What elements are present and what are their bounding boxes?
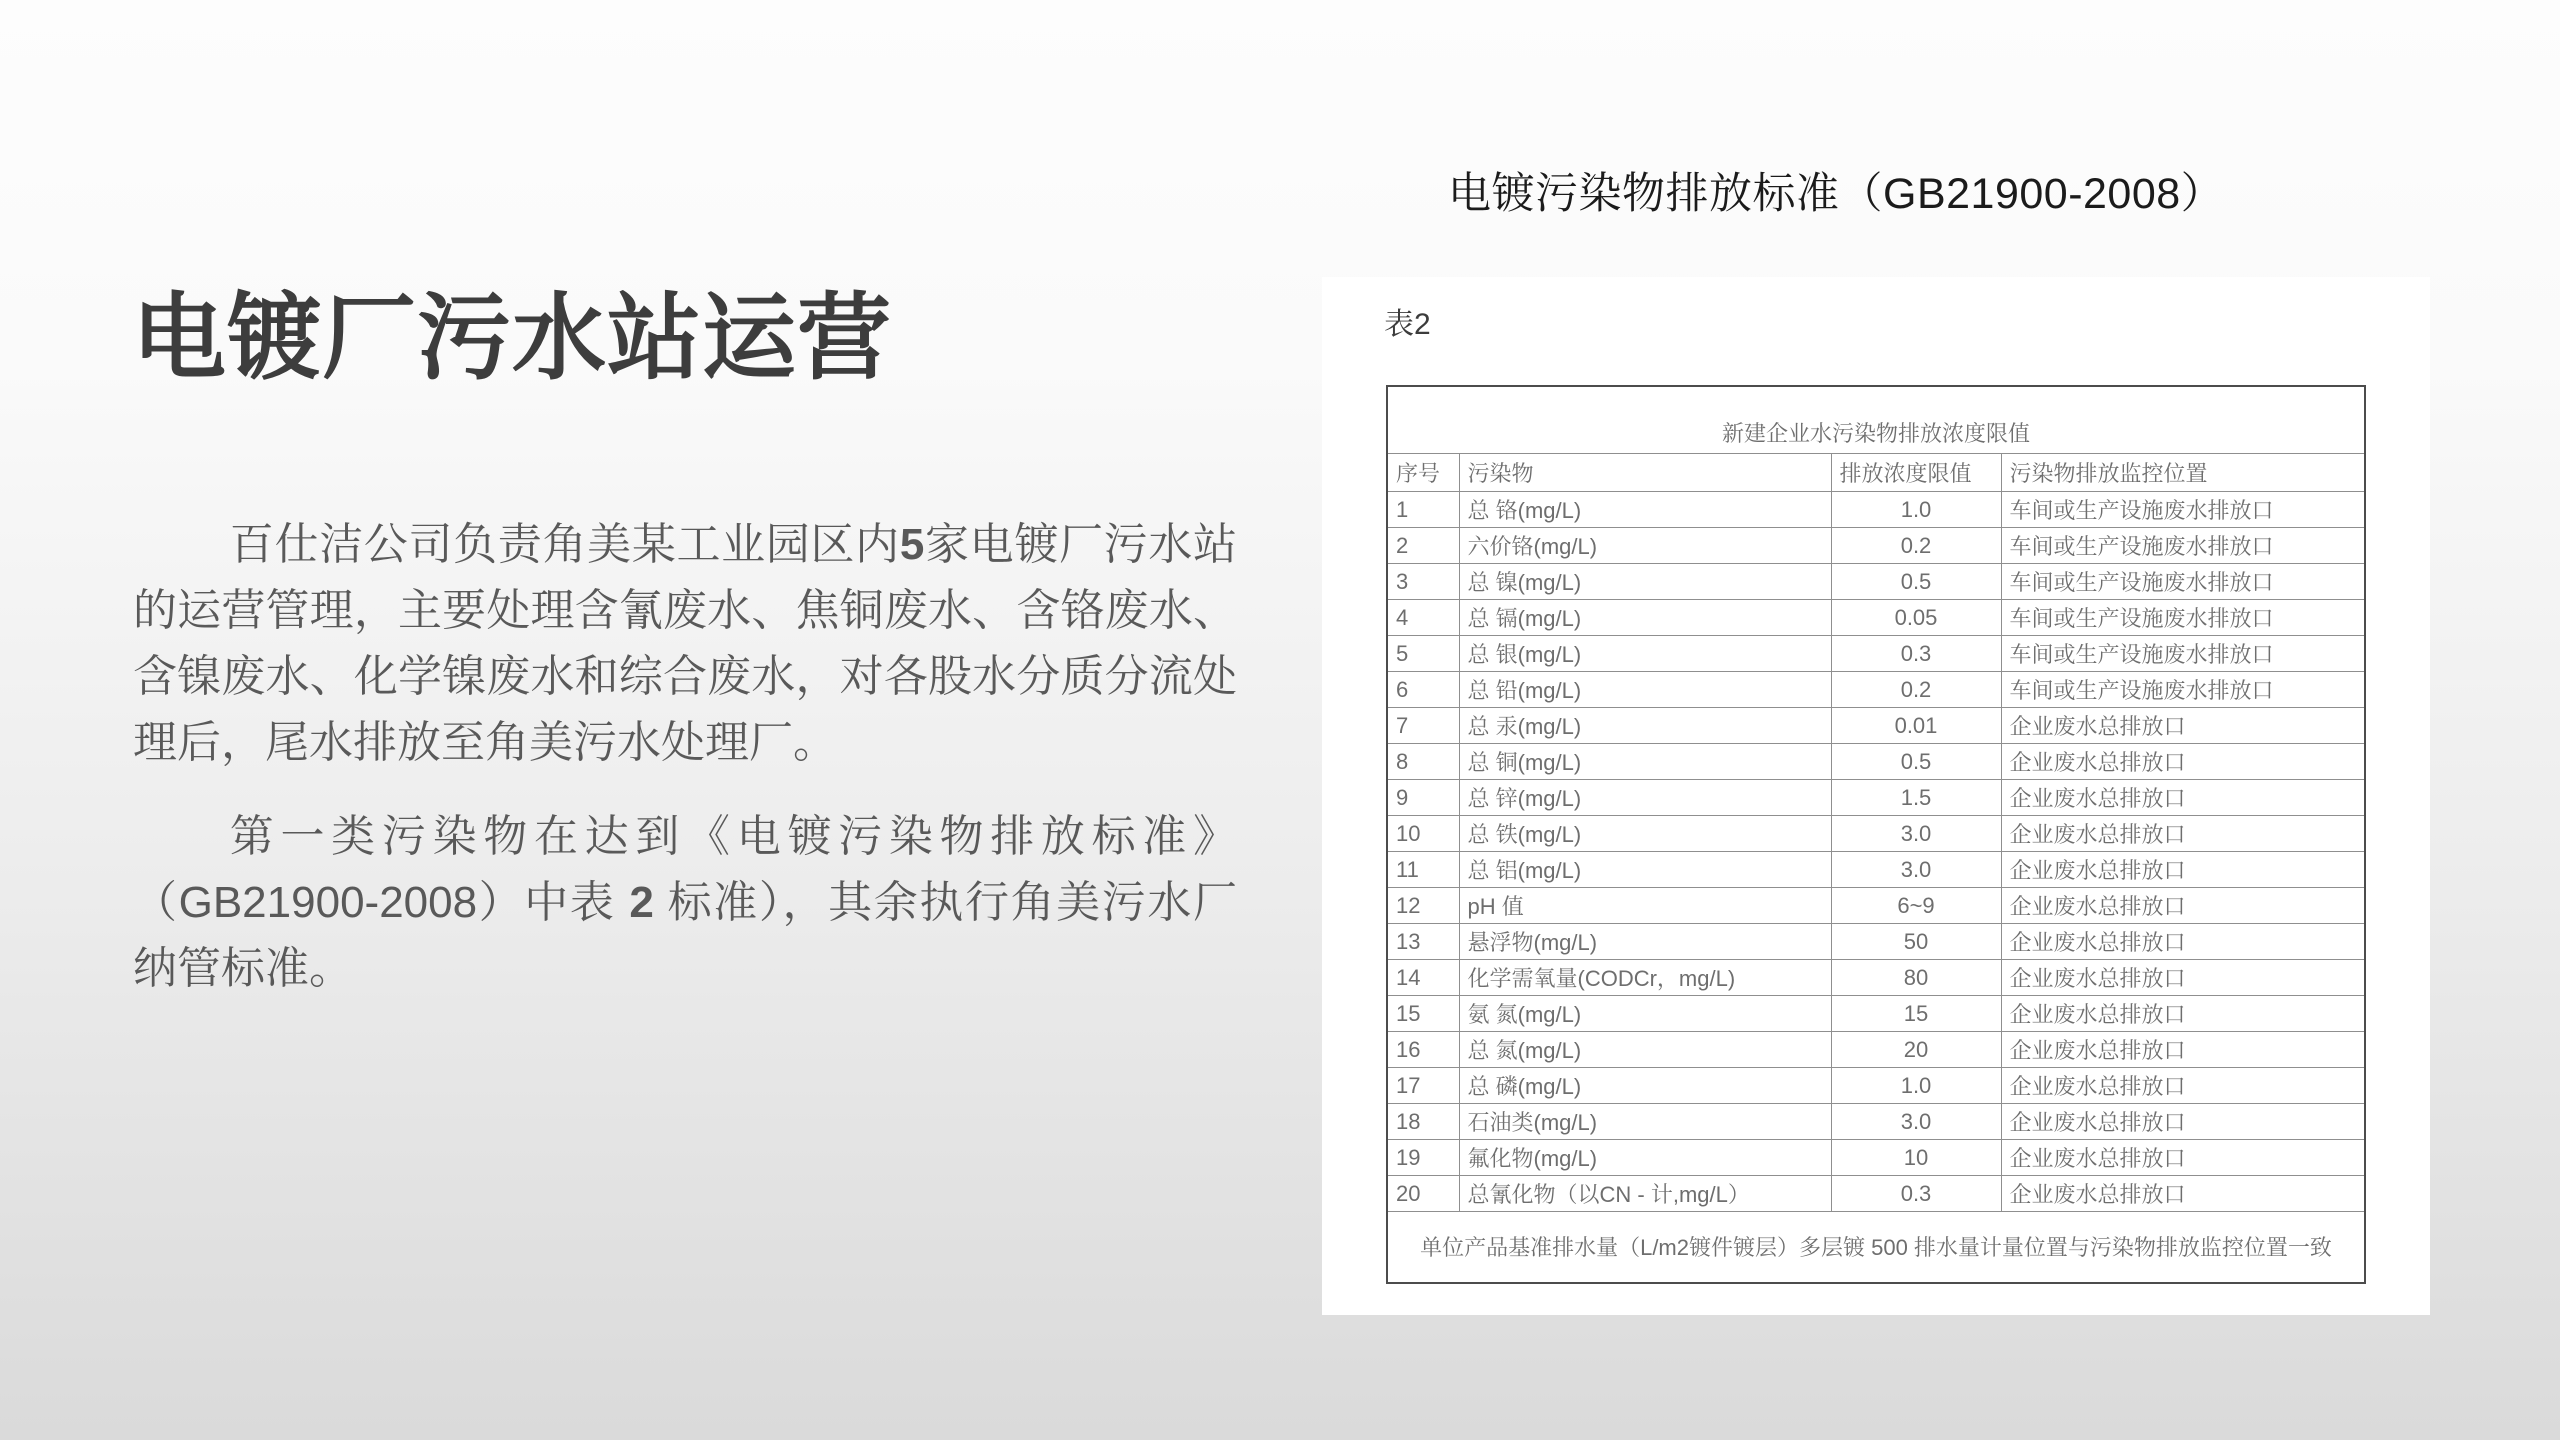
table-caption-row (1387, 386, 2365, 454)
table-row: 10 总 铁(mg/L) 3.0 企业废水总排放口 (1387, 816, 2365, 852)
table-row: 13 悬浮物(mg/L) 50 企业废水总排放口 (1387, 924, 2365, 960)
table-row: 3 总 镍(mg/L) 0.5 车间或生产设施废水排放口 (1387, 564, 2365, 600)
table-row: 8 总 铜(mg/L) 0.5 企业废水总排放口 (1387, 744, 2365, 780)
standard-table-panel (1322, 277, 2430, 1315)
table-row: 15 氨 氮(mg/L) 15 企业废水总排放口 (1387, 996, 2365, 1032)
body-paragraphs (133, 512, 1237, 1030)
table-row: 12 pH 值 6~9 企业废水总排放口 (1387, 888, 2365, 924)
emission-standard-table (1386, 385, 2366, 1284)
table-number: 2 (629, 878, 654, 927)
column-header-index: 序号 (1387, 454, 1459, 492)
table-label: 表2 (1384, 308, 1431, 341)
table-row: 17 总 磷(mg/L) 1.0 企业废水总排放口 (1387, 1068, 2365, 1104)
column-header-location: 污染物排放监控位置 (2001, 454, 2365, 492)
paragraph-standard-pre: 第一类污染物在达到《电镀污染物排放标准》（GB21900-2008）中表 (133, 812, 1237, 927)
table-row: 1 总 铬(mg/L) 1.0 车间或生产设施废水排放口 (1387, 492, 2365, 528)
table-row: 9 总 锌(mg/L) 1.5 企业废水总排放口 (1387, 780, 2365, 816)
paragraph-overview-post: 家电镀厂污水站的运营管理，主要处理含氰废水、焦铜废水、含铬废水、含镍废水、化学镍废水和综合废水，对各股水分质分流处理后，尾水排放至角美污水处理厂。 (133, 520, 1238, 767)
table-footnote: 单位产品基准排水量（L/m2镀件镀层）多层镀 500 排水量计量位置与污染物排放监控位置一致 (1387, 1212, 2365, 1284)
paragraph-overview (133, 512, 1237, 776)
paragraph-standard-post: 标准），其余执行角美污水厂纳管标准。 (133, 878, 1237, 993)
table-row: 5 总 银(mg/L) 0.3 车间或生产设施废水排放口 (1387, 636, 2365, 672)
table-row: 14 化学需氧量(CODCr，mg/L) 80 企业废水总排放口 (1387, 960, 2365, 996)
table-row: 7 总 汞(mg/L) 0.01 企业废水总排放口 (1387, 708, 2365, 744)
table-row: 19 氟化物(mg/L) 10 企业废水总排放口 (1387, 1140, 2365, 1176)
table-caption: 新建企业水污染物排放浓度限值 (1387, 386, 2365, 454)
standard-title: 电镀污染物排放标准（GB21900-2008） (1448, 170, 2225, 218)
table-body (1387, 492, 2365, 1212)
table-footnote-row (1387, 1212, 2365, 1284)
column-header-pollutant: 污染物 (1459, 454, 1831, 492)
table-row: 4 总 镉(mg/L) 0.05 车间或生产设施废水排放口 (1387, 600, 2365, 636)
paragraph-overview-pre: 百仕洁公司负责角美某工业园区内 (229, 520, 900, 569)
table-row: 6 总 铅(mg/L) 0.2 车间或生产设施废水排放口 (1387, 672, 2365, 708)
table-row: 11 总 铝(mg/L) 3.0 企业废水总排放口 (1387, 852, 2365, 888)
factory-count: 5 (899, 520, 925, 569)
table-header-row (1387, 454, 2365, 492)
table-row: 2 六价铬(mg/L) 0.2 车间或生产设施废水排放口 (1387, 528, 2365, 564)
page-title: 电镀厂污水站运营 (132, 285, 893, 390)
column-header-limit: 排放浓度限值 (1831, 454, 2001, 492)
paragraph-standard (133, 804, 1237, 1002)
table-row: 16 总 氮(mg/L) 20 企业废水总排放口 (1387, 1032, 2365, 1068)
table-row: 18 石油类(mg/L) 3.0 企业废水总排放口 (1387, 1104, 2365, 1140)
table-row: 20 总氰化物（以CN - 计,mg/L） 0.3 企业废水总排放口 (1387, 1176, 2365, 1212)
